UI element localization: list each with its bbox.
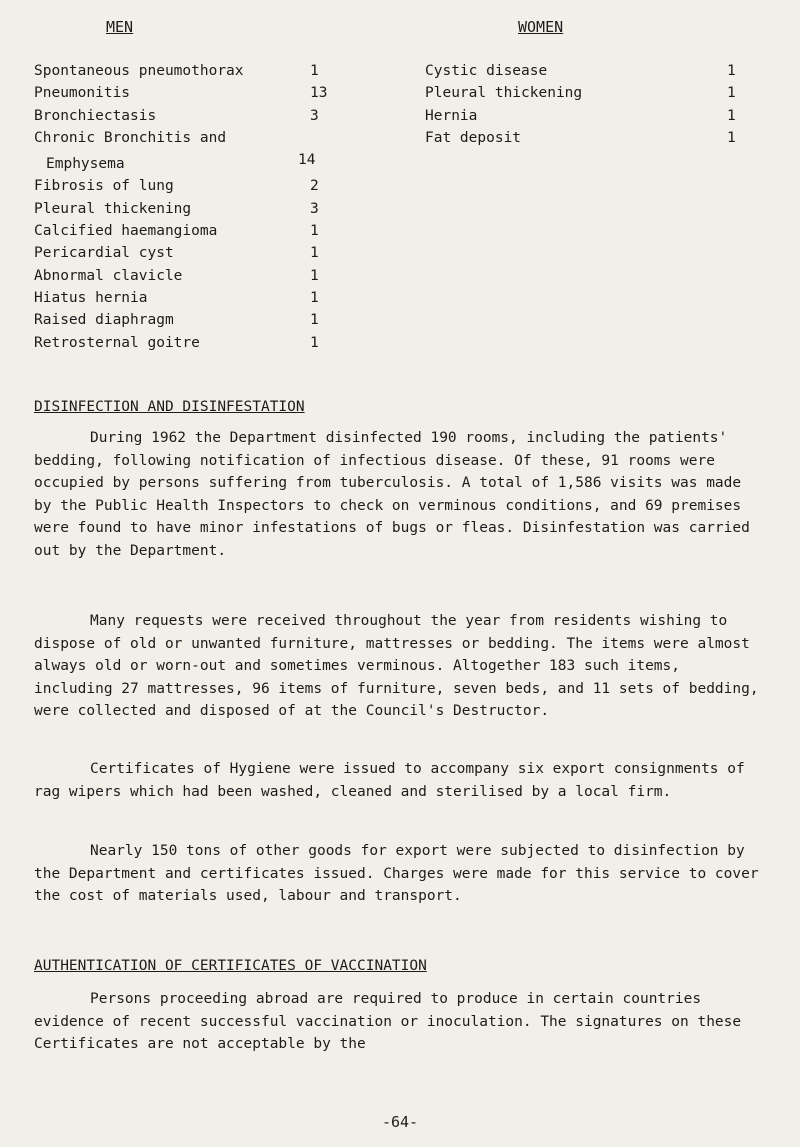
finding-count: 2: [310, 178, 319, 195]
disinfection-paragraph-2: Many requests were received throughout the year from residents wishing to dispose of old or unwanted furniture, mattresses or bedding. The items were almost always old or worn-out and sometimes verminous. Altogether 183 such items, including 27 mattresses, 96 items of furniture, seven beds, and 11 sets of bedding, were collected and disposed of at the Council's Destructor.: [34, 613, 759, 719]
finding-count: 1: [310, 223, 319, 240]
women-heading: WOMEN: [518, 18, 564, 36]
disinfection-paragraph-1: During 1962 the Department disinfected 190 rooms, including the patients' bedding, following notification of infectious disease. Of these, 91 rooms were occupied by persons suffering from tuberculosis. A total of 1,586 visits was made by the Public Health Inspectors to check on verminous conditions, and 69 premises were found to have minor infestations of bugs or fleas. Disinfestation was carried out by the Department.: [34, 430, 750, 559]
disinfection-heading: DISINFECTION AND DISINFESTATION: [34, 399, 305, 415]
table-row: [34, 265, 354, 287]
finding-count: 1: [310, 245, 319, 262]
table-row: [34, 309, 354, 331]
men-findings-table: [34, 60, 354, 354]
finding-label: Hiatus hernia: [34, 289, 148, 306]
finding-label: Pericardial cyst: [34, 245, 174, 262]
finding-label: Spontaneous pneumothorax: [34, 63, 244, 79]
finding-label: Bronchiectasis: [34, 107, 157, 124]
finding-count: 1: [727, 107, 736, 124]
finding-label: Calcified haemangioma: [34, 223, 218, 240]
finding-count: 1: [310, 334, 319, 351]
finding-count: 3: [310, 107, 319, 124]
finding-count: 1: [310, 289, 319, 306]
finding-label: Pleural thickening: [34, 200, 192, 217]
table-row: [34, 198, 354, 220]
finding-label: Retrosternal goitre: [34, 334, 200, 351]
finding-count: 1: [310, 63, 319, 79]
finding-label: Fibrosis of lung: [34, 178, 174, 195]
authentication-paragraph-1: Persons proceeding abroad are required to produce in certain countries evidence of recent successful vaccination or inoculation. The signatures on these Certificates are not acceptable by the: [34, 991, 742, 1052]
finding-count: 14: [298, 152, 316, 169]
finding-label: Emphysema: [46, 156, 125, 173]
table-row: [34, 82, 354, 104]
table-row: [34, 287, 354, 309]
table-row: [34, 175, 354, 197]
finding-count: 3: [310, 200, 319, 217]
finding-label: Abnormal clavicle: [34, 267, 183, 284]
finding-label: Pneumonitis: [34, 85, 131, 102]
table-row: [425, 60, 755, 82]
table-row: [34, 105, 354, 127]
table-row: [34, 60, 354, 82]
finding-label: Pleural thickening: [425, 85, 583, 102]
finding-count: 1: [310, 267, 319, 284]
table-row: [34, 153, 354, 175]
table-row: [425, 105, 755, 127]
table-row: [34, 332, 354, 354]
disinfection-paragraph-3: Certificates of Hygiene were issued to accompany six export consignments of rag wipers which had been washed, cleaned and sterilised by a local firm.: [34, 761, 745, 800]
table-row: [34, 127, 354, 149]
finding-label: Raised diaphragm: [34, 312, 174, 329]
table-row: [425, 127, 755, 149]
finding-count: 1: [727, 85, 736, 102]
table-row: [34, 220, 354, 242]
page-number: -64-: [381, 1113, 419, 1131]
men-heading: MEN: [106, 18, 134, 36]
finding-count: 1: [310, 312, 319, 329]
table-row: [425, 82, 755, 104]
authentication-heading: AUTHENTICATION OF CERTIFICATES OF VACCINATION: [34, 958, 427, 974]
finding-label: Chronic Bronchitis and: [34, 129, 227, 146]
finding-count: 1: [727, 63, 736, 79]
finding-count: 13: [310, 85, 328, 102]
finding-label: Fat deposit: [425, 129, 522, 146]
table-row: [34, 242, 354, 264]
finding-count: 1: [727, 129, 736, 146]
finding-label: Cystic disease: [425, 63, 548, 79]
women-findings-table: [425, 60, 755, 149]
disinfection-paragraph-4: Nearly 150 tons of other goods for export were subjected to disinfection by the Department and certificates issued. Charges were made for this service to cover the cost of materials used, labour and transport.: [34, 843, 759, 904]
finding-label: Hernia: [425, 107, 478, 124]
